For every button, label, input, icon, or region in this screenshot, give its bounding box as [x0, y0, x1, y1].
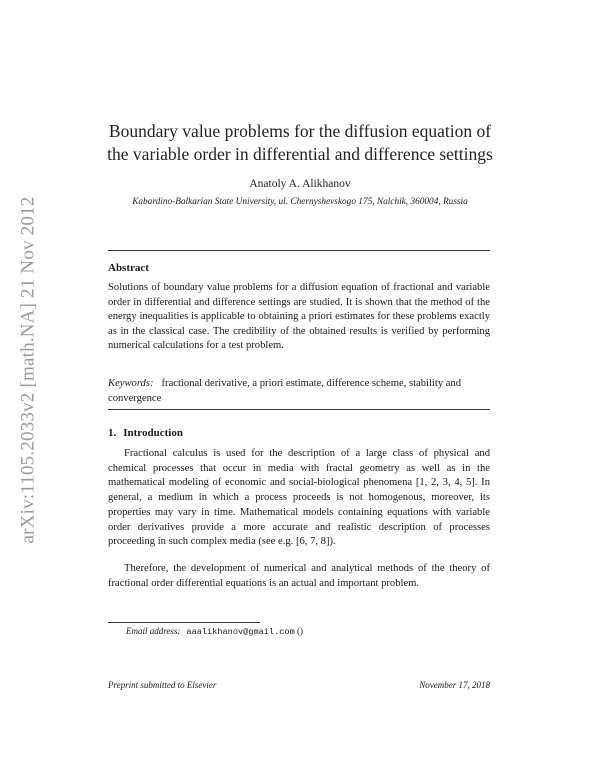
abstract-text: Solutions of boundary value problems for a diffusion equation of fractional and variable order in differential and difference settings are studied. It is shown that the method of the energy inequalities is applicable to obtaining a priori estimates for these problems exactly as in the classical case. The credibility of the obtained results is verified by performing numerical calculations for a test problem.	[108, 282, 490, 352]
arxiv-identifier: arXiv:1105.2033v2 [math.NA] 21 Nov 2012	[17, 196, 39, 544]
footnote-rule	[108, 622, 260, 623]
title-line-2: the variable order in differential and difference settings	[107, 144, 493, 164]
section-number: 1.	[108, 427, 117, 439]
intro-paragraph-1: Fractional calculus is used for the description of a large class of physical and chemical processes that occur in media with fractal geometry as well as in the mathematical modeling of economic and social-biological phenomena [1, 2, 3, 4, 5]. In general, a medium in which a process proceeds is not homogenous, moreover, its properties may vary in time. Mathematical models containing equations with variable order derivatives provide a more accurate and realistic description of processes proceeding in such complex media (see e.g. [6, 7, 8]).	[108, 448, 490, 548]
paper-title	[100, 120, 500, 166]
title-line-1: Boundary value problems for the diffusion equation of	[108, 121, 492, 141]
section-title: Introduction	[123, 427, 183, 439]
abstract-top-rule	[108, 250, 490, 251]
keywords-list: fractional derivative, a priori estimate, difference scheme, stability and convergence	[108, 378, 462, 404]
keywords-label: Keywords:	[108, 378, 154, 389]
author-affiliation: Kabardino-Balkarian State University, ul. Chernyshevskogo 175, Nalchik, 360004, Russia	[132, 197, 468, 207]
keywords	[108, 377, 490, 406]
footnote-suffix: ()	[296, 626, 303, 636]
footer-date: November 17, 2018	[419, 680, 490, 690]
footnote	[126, 626, 303, 637]
section-heading	[108, 427, 183, 439]
footer-preprint-note: Preprint submitted to Elsevier	[108, 680, 217, 690]
arxiv-side-stamp	[10, 175, 46, 565]
author-name: Anatoly A. Alikhanov	[249, 178, 351, 190]
footnote-label: Email address:	[126, 626, 181, 636]
abstract-bottom-rule	[108, 409, 490, 410]
intro-paragraph-2: Therefore, the development of numerical and analytical methods of the theory of fractional order differential equations is an actual and important problem.	[108, 563, 490, 589]
author-email-link[interactable]: aaalikhanov@gmail.com	[186, 627, 295, 637]
abstract-heading: Abstract	[108, 262, 149, 274]
